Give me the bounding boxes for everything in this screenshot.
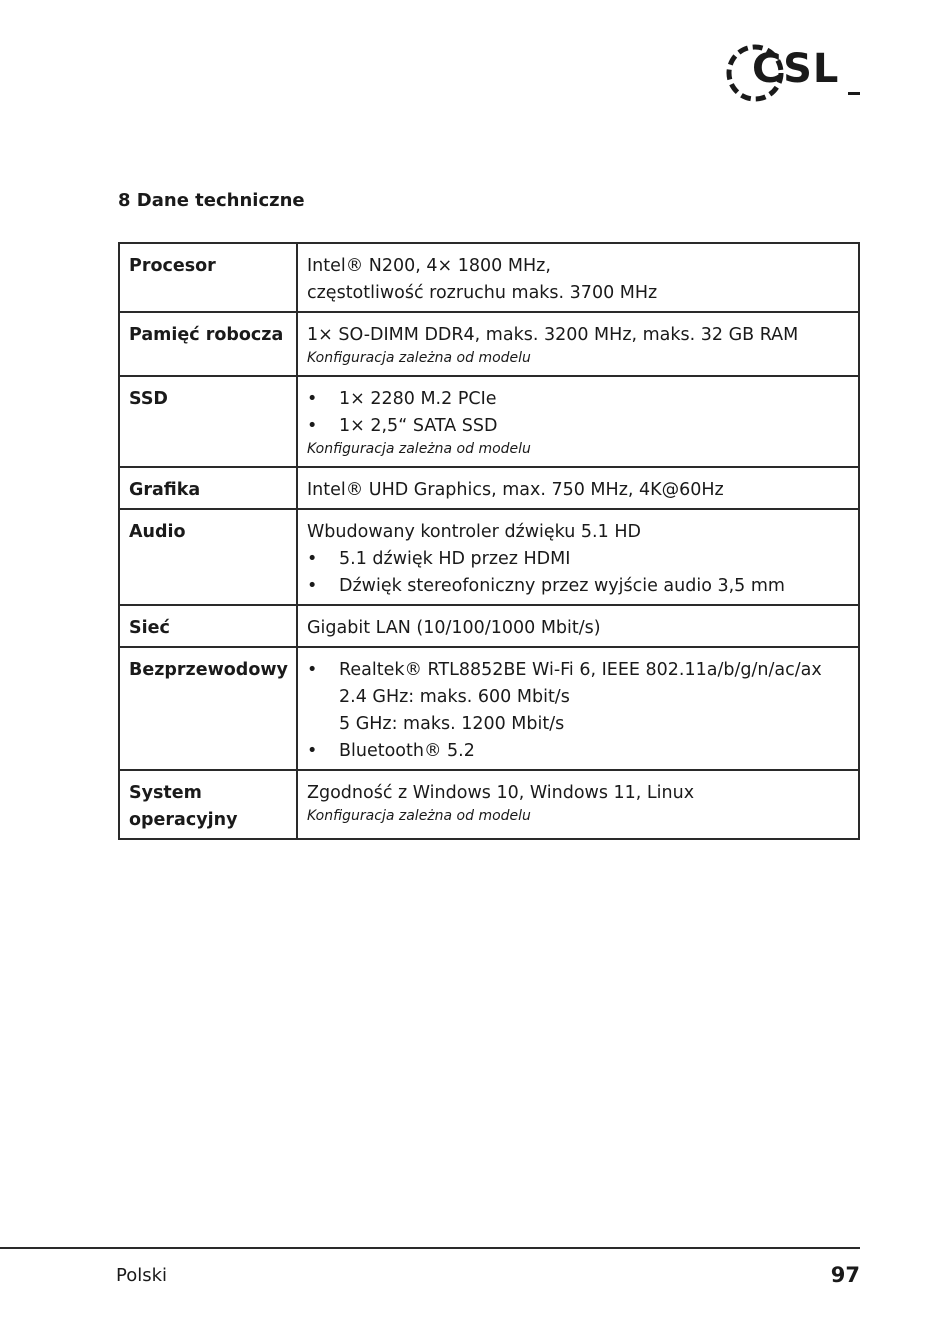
row-value [297,647,859,770]
wifi-main: • Realtek® RTL8852BE Wi-Fi 6, IEEE 802.11a/b/g/n/ac/ax [339,660,822,680]
row-value [297,467,859,509]
bullet-item: • 1× 2,5“ SATA SSD [307,413,850,440]
value-line: Intel® N200, 4× 1800 MHz, [307,256,551,276]
row-value [297,605,859,647]
row-value [297,243,859,312]
table-row [119,509,859,605]
value-line: Zgodność z Windows 10, Windows 11, Linux [307,783,695,803]
bullet-item: • Dźwięk stereofoniczny przez wyjście audio 3,5 mm [307,573,850,600]
value-line: Intel® UHD Graphics, max. 750 MHz, 4K@60Hz [307,480,724,500]
row-label: Grafika [119,467,297,509]
row-value [297,509,859,605]
value-line: częstotliwość rozruchu maks. 3700 MHz [307,283,658,303]
table-row [119,770,859,839]
config-note: Konfiguracja zależna od modelu [307,350,531,366]
value-line: 1× SO-DIMM DDR4, maks. 3200 MHz, maks. 32 GB RAM [307,325,799,345]
table-row [119,243,859,312]
table-row [119,467,859,509]
bullet-item: • 5.1 dźwięk HD przez HDMI [307,546,850,573]
row-label-line: System [129,783,202,803]
bullet-list [307,386,850,440]
row-label [119,770,297,839]
bullet-item [307,657,850,738]
table-row [119,376,859,467]
table-row [119,312,859,376]
row-value [297,312,859,376]
wifi-band-5: 5 GHz: maks. 1200 Mbit/s [339,714,565,734]
row-label-line: operacyjny [129,810,238,830]
bullet-list [307,657,850,765]
value-line: Gigabit LAN (10/100/1000 Mbit/s) [307,618,601,638]
config-note: Konfiguracja zależna od modelu [307,441,531,457]
row-label: Audio [119,509,297,605]
logo-text: CSL [752,46,840,92]
row-label: Pamięć robocza [119,312,297,376]
wifi-band-24: 2.4 GHz: maks. 600 Mbit/s [339,687,570,707]
row-value [297,376,859,467]
csl-logo [724,42,864,108]
row-label: Procesor [119,243,297,312]
table-row [119,605,859,647]
footer-divider [0,1247,860,1249]
config-note: Konfiguracja zależna od modelu [307,808,531,824]
row-value [297,770,859,839]
row-label: Bezprzewodowy [119,647,297,770]
table-row [119,647,859,770]
row-label: SSD [119,376,297,467]
page-number: 97 [830,1263,860,1287]
section-title: 8 Dane techniczne [118,190,305,211]
bullet-list [307,546,850,600]
bullet-item: • Bluetooth® 5.2 [307,738,850,765]
value-line: Wbudowany kontroler dźwięku 5.1 HD [307,522,641,542]
row-label: Sieć [119,605,297,647]
bullet-item: • 1× 2280 M.2 PCIe [307,386,850,413]
specs-table [118,242,860,840]
footer-language: Polski [116,1265,168,1286]
